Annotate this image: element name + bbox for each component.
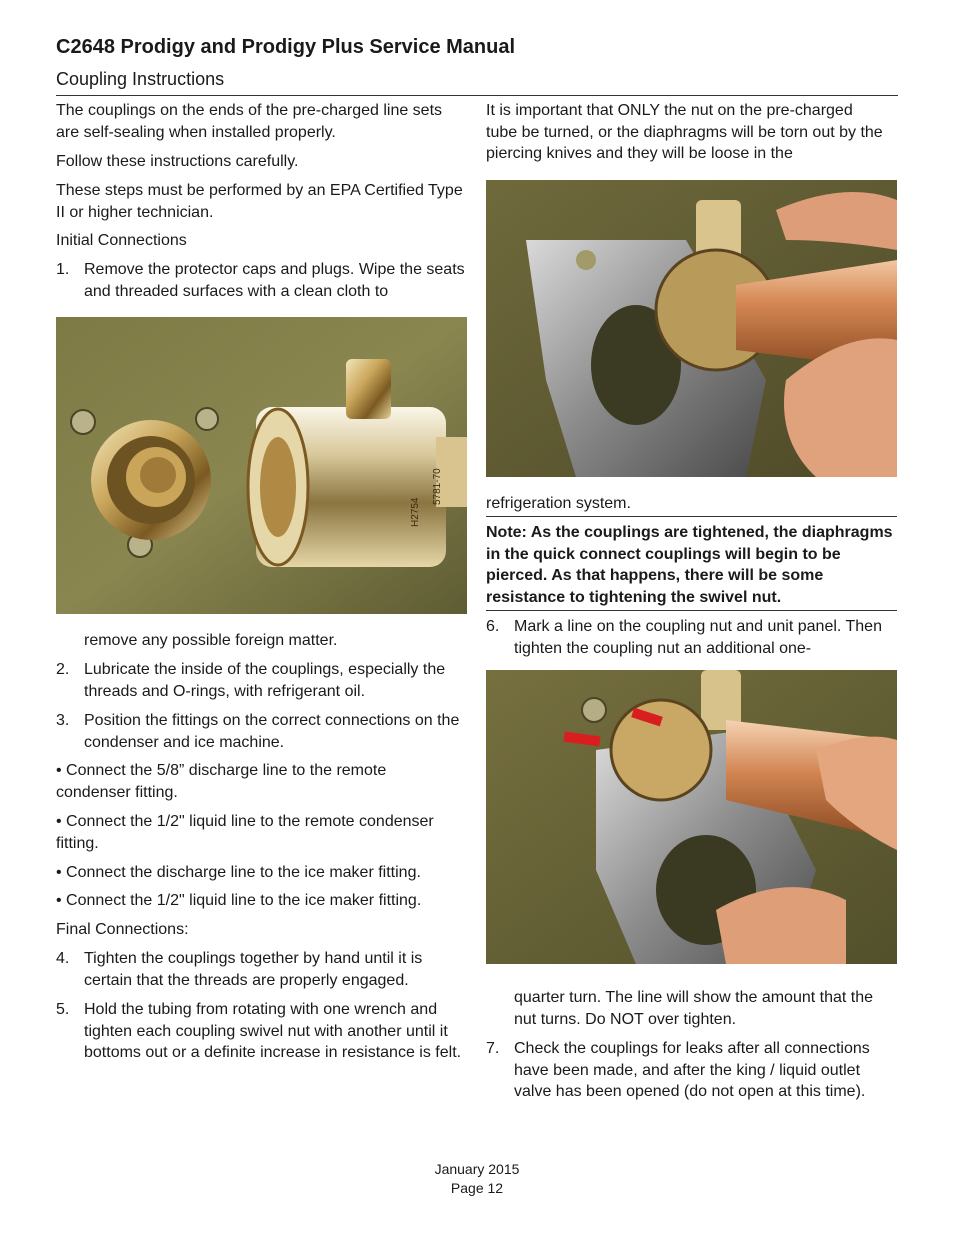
step-number: 2. — [56, 661, 70, 678]
step-5 — [56, 999, 468, 1064]
intro-paragraph: The couplings on the ends of the pre-charged line sets are self-sealing when installed properly. — [56, 102, 443, 141]
step-number: 5. — [56, 1001, 70, 1018]
important-paragraph: It is important that ONLY the nut on the pre-charged tube be turned, or the diaphragms will be torn out by the piercing knives and they will be loose in the — [486, 102, 883, 163]
bullet-liquid-condenser: • Connect the 1/2" liquid line to the remote condenser fitting. — [56, 813, 434, 852]
follow-paragraph: Follow these instructions carefully. — [56, 153, 299, 170]
important-continued: refrigeration system. — [486, 495, 631, 512]
note-top-rule — [486, 516, 897, 517]
step-text: Hold the tubing from rotating with one wrench and tighten each coupling swivel nut with another until it bottoms out or a definite increase in resistance is felt. — [84, 1001, 462, 1062]
step-text: Remove the protector caps and plugs. Wipe the seats and threaded surfaces with a clean cloth to — [84, 261, 465, 300]
footer-date: January 2015 — [434, 1161, 520, 1177]
header-rule — [56, 95, 898, 96]
step-6 — [486, 616, 897, 659]
marking-line-photo — [486, 670, 897, 964]
step-number: 1. — [56, 261, 70, 278]
fitting-marking-2: 5781-70 — [432, 468, 443, 505]
epa-paragraph: These steps must be performed by an EPA Certified Type II or higher technician. — [56, 182, 463, 221]
step-text: Tighten the couplings together by hand until it is certain that the threads are properly engaged. — [84, 950, 423, 989]
step-1 — [56, 259, 468, 302]
step-number: 4. — [56, 950, 70, 967]
step-text: Position the fittings on the correct connections on the condenser and ice machine. — [84, 712, 460, 751]
initial-connections-heading: Initial Connections — [56, 232, 187, 249]
bullet-liquid-icemaker: • Connect the 1/2" liquid line to the ice maker fitting. — [56, 892, 422, 909]
step-text: Lubricate the inside of the couplings, especially the threads and O-rings, with refrigerant oil. — [84, 661, 446, 700]
step-number: 6. — [486, 618, 500, 635]
footer-page-number: Page 12 — [450, 1180, 504, 1196]
coupling-fittings-photo — [56, 317, 467, 614]
step-number: 3. — [56, 712, 70, 729]
step-2 — [56, 659, 468, 702]
page-title: C2648 Prodigy and Prodigy Plus Service Manual — [56, 36, 516, 58]
step-1-continued: remove any possible foreign matter. — [84, 632, 338, 649]
wrench-tightening-photo — [486, 180, 897, 477]
bullet-discharge-condenser: • Connect the 5/8” discharge line to the remote condenser fitting. — [56, 762, 387, 801]
note-bottom-rule — [486, 610, 897, 611]
step-text: Mark a line on the coupling nut and unit panel. Then tighten the coupling nut an additional one- — [514, 618, 882, 657]
final-connections-heading: Final Connections: — [56, 921, 189, 938]
note-paragraph: Note: As the couplings are tightened, the diaphragms in the quick connect couplings will begin to be pierced. As that happens, there will be some resistance to tightening the swivel nut. — [486, 524, 893, 606]
step-4 — [56, 948, 468, 991]
bullet-discharge-icemaker: • Connect the discharge line to the ice maker fitting. — [56, 864, 421, 881]
fitting-marking-1: H2754 — [410, 497, 421, 527]
step-number: 7. — [486, 1040, 500, 1057]
step-6-continued: quarter turn. The line will show the amount that the nut turns. Do NOT over tighten. — [514, 989, 874, 1028]
step-3 — [56, 710, 468, 753]
section-title: Coupling Instructions — [56, 69, 225, 89]
step-7 — [486, 1038, 897, 1103]
step-text: Check the couplings for leaks after all connections have been made, and after the king / liquid outlet valve has been opened (do not open at this time). — [514, 1040, 870, 1101]
